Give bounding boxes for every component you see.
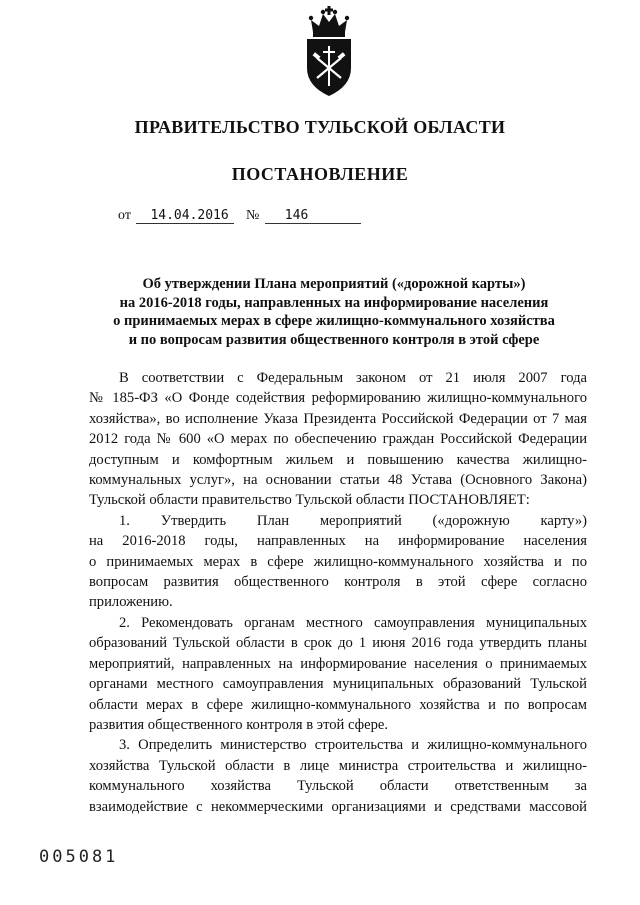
body-line: о принимаемых мерах в сфере жилищно-коммунального хозяйства и по — [89, 553, 587, 570]
number-value: 146 — [265, 209, 361, 224]
body-line: вопросам развития общественного контроля в этой сфере согласно — [89, 574, 587, 591]
coat-of-arms-icon — [299, 6, 359, 98]
body-line: мероприятий, направленных на информирование населения о принимаемых — [89, 655, 587, 672]
title-line: и по вопросам развития общественного контроля в этой сфере — [128, 331, 540, 348]
body-line: 2. Рекомендовать органам местного самоуправления муниципальных — [119, 614, 587, 631]
title-line: о принимаемых мерах в сфере жилищно-коммунального хозяйства — [113, 313, 555, 329]
body-line: 2012 года № 600 «О мерах по обеспечению граждан Российской Федерации — [89, 431, 587, 448]
document-type: ПОСТАНОВЛЕНИЕ — [231, 164, 409, 184]
title-line: на 2016-2018 годы, направленных на информирование населения — [119, 294, 549, 311]
date-label: от — [118, 208, 131, 223]
body-line: 1. Утвердить План мероприятий («дорожную карту») — [119, 512, 587, 529]
body-line: на 2016-2018 годы, направленных на информирование населения — [89, 533, 587, 550]
body-line: коммунального хозяйства Тульской области ответственным за — [89, 778, 587, 795]
date-value: 14.04.2016 — [136, 209, 234, 224]
document-body — [89, 368, 587, 817]
body-line: № 185-ФЗ «О Фонде содействия реформированию жилищно-коммунального — [89, 390, 587, 407]
body-line: коммунальных услуг», на основании статьи 48 Устава (Основного Закона) — [89, 472, 587, 489]
body-line: хозяйства Тульской области в лице министра строительства и жилищно- — [89, 757, 587, 774]
body-line: Тульской области правительство Тульской области ПОСТАНОВЛЯЕТ: — [89, 492, 530, 509]
paragraph-item-2 — [89, 613, 587, 735]
body-line: В соответствии с Федеральным законом от 21 июля 2007 года — [119, 370, 587, 386]
paragraph-item-1 — [89, 511, 587, 613]
body-line: образований Тульской области в срок до 1 июня 2016 года утвердить планы — [89, 635, 587, 652]
body-line: хозяйства», во исполнение Указа Президента Российской Федерации от 7 мая — [89, 410, 587, 427]
serial-number: 005081 — [39, 847, 119, 867]
body-line: взаимодействие с некоммерческими организациями и средствами массовой — [89, 798, 587, 815]
title-line: Об утверждении Плана мероприятий («дорожной карты») — [142, 276, 526, 292]
body-line: приложению. — [89, 594, 173, 611]
document-title — [84, 275, 584, 349]
paragraph-preamble — [89, 368, 587, 511]
body-line: 3. Определить министерство строительства и жилищно-коммунального — [119, 737, 587, 754]
organization-title: ПРАВИТЕЛЬСТВО ТУЛЬСКОЙ ОБЛАСТИ — [134, 117, 506, 137]
document-meta — [118, 208, 361, 224]
paragraph-item-3 — [89, 735, 587, 817]
body-line: доступным и комфортным жильем и повышению качества жилищно- — [89, 451, 587, 468]
number-label: № — [245, 208, 260, 223]
body-line: развития общественного контроля в этой сфере. — [89, 716, 389, 733]
body-line: области мерах в сфере жилищно-коммунального хозяйства и по вопросам — [89, 696, 587, 713]
body-line: органами местного самоуправления муниципальных образований Тульской — [89, 676, 587, 693]
